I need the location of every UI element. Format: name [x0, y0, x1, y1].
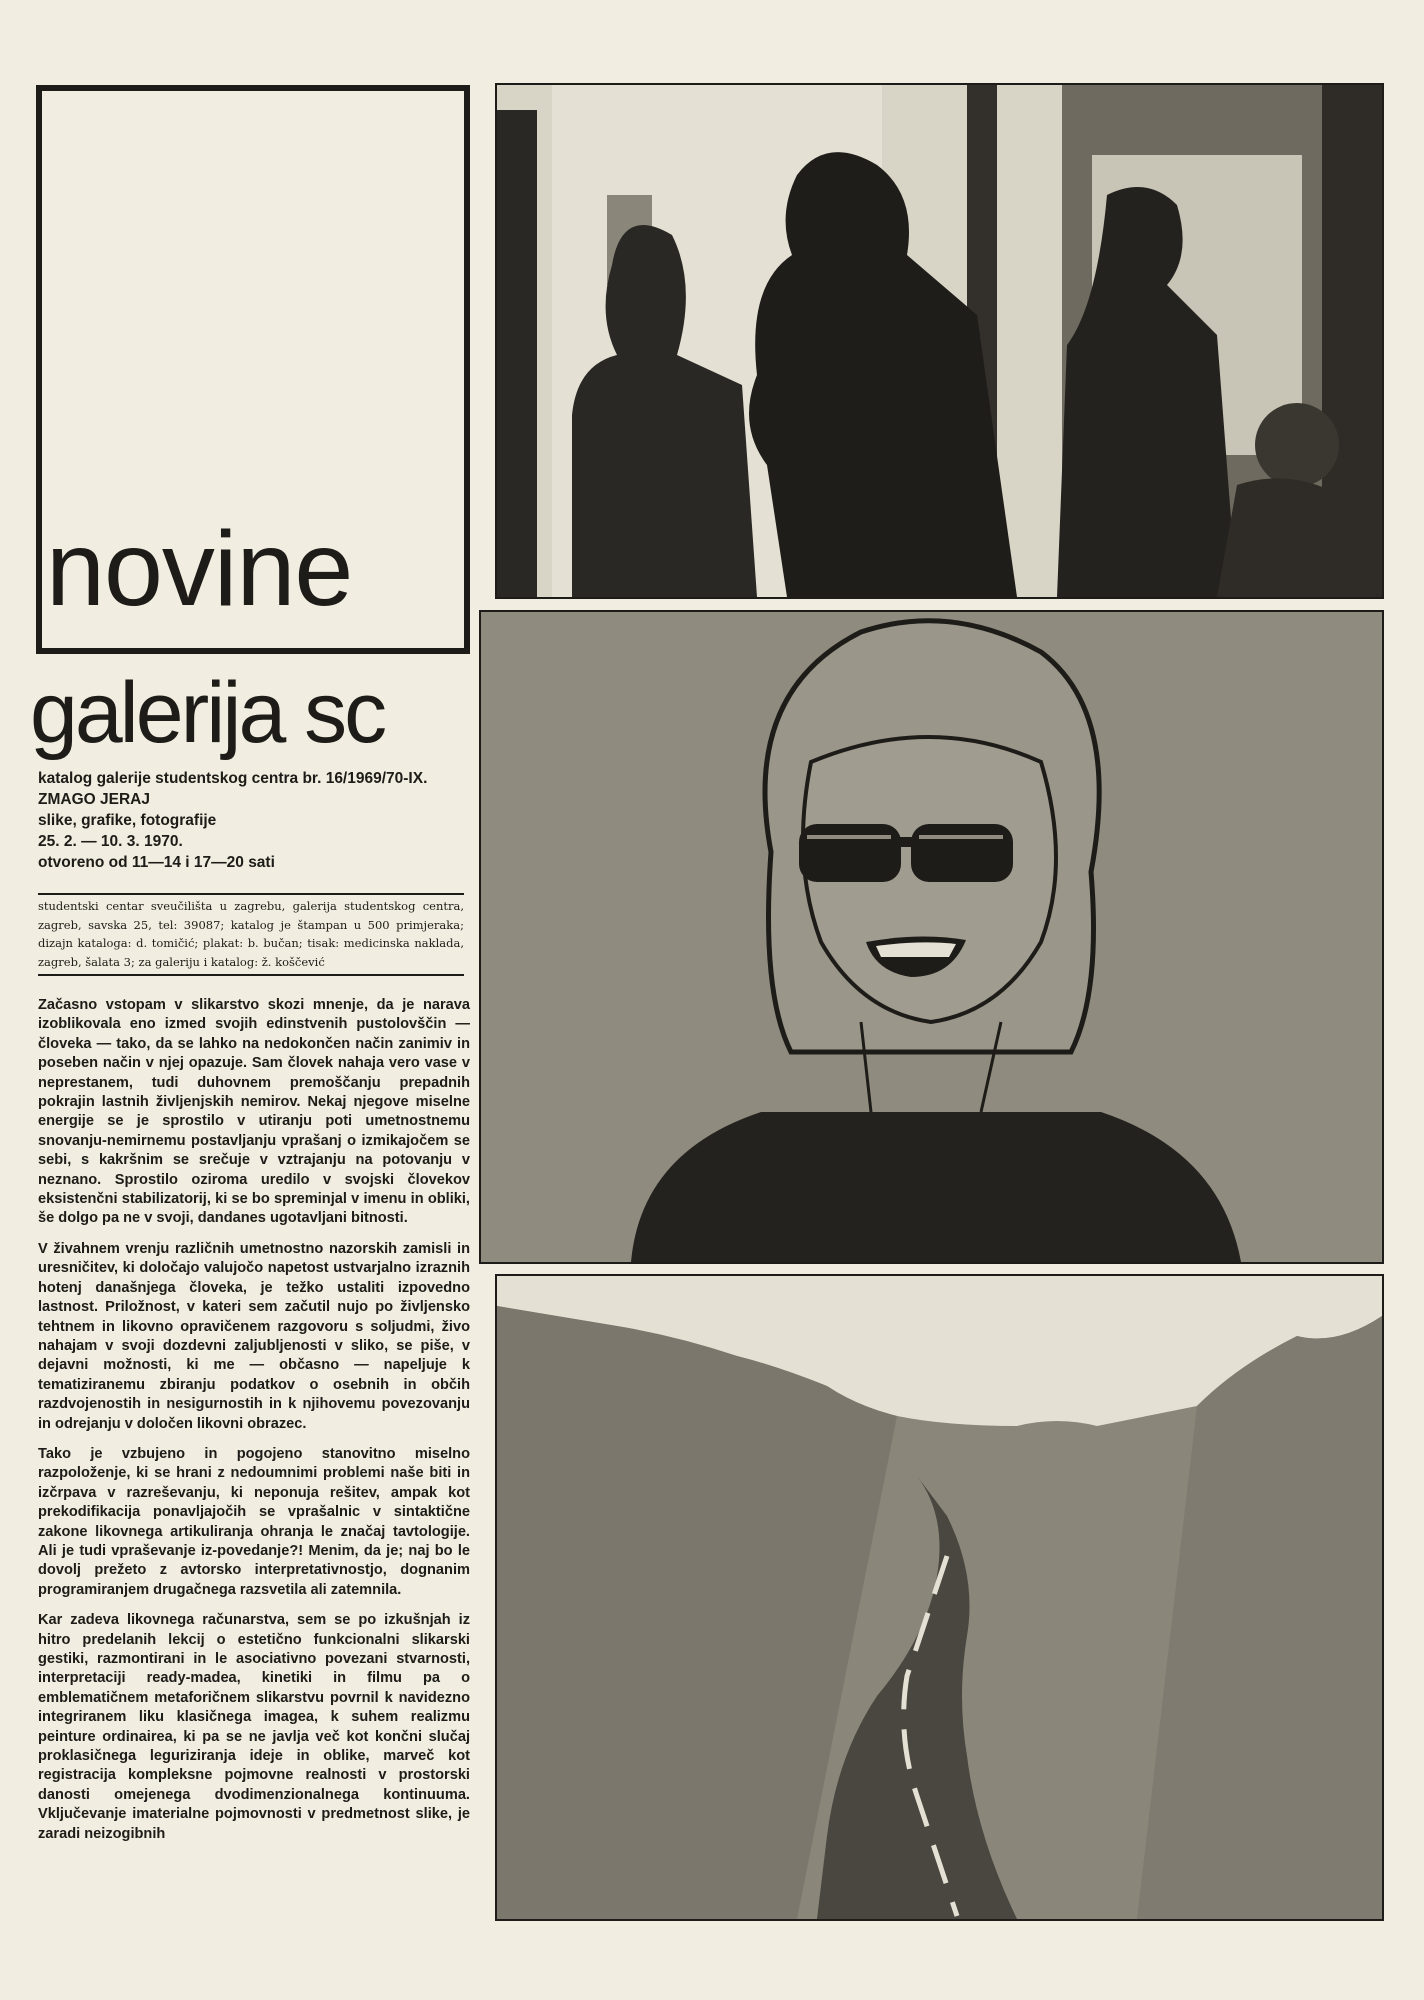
artist-name: ZMAGO JERAJ [38, 791, 150, 808]
credits-block: studentski centar sveučilišta u zagrebu, galerija studentskog centra, zagreb, savska 25, tel: 39087; katalog je štampan u 500 primjeraka; dizajn kataloga: d. tomičić; plakat: b. bučan; tisak: medicinska naklada, zagreb, šalata 3; za galeriju i katalog: ž. koščević [38, 893, 464, 976]
catalog-line: katalog galerije studentskog centra br. 16/1969/70-IX. [38, 770, 428, 787]
article-paragraph: Tako je vzbujeno in pogojeno stanovitno miselno razpoloženje, ki se hrani z nedoumnimi problemi naše biti in izčrpava v razreševanju, ki neponuja rešitev, ampak kot prekodifikacija ponavljajočih se vprašalnic v sintaktične zakone likovnega artikuliranja ohranja le značaj tavtologije. Ali je tudi vpraševanje iz-povedanje?! Menim, da je; naj bo le dovolj prežeto z avtorsko interpretativnostjo, dognanim programiranjem drugačnega razsvetila ali zatemnila. [38, 1445, 470, 1598]
opening-hours: otvoreno od 11—14 i 17—20 sati [38, 854, 275, 871]
exhibition-dates: 25. 2. — 10. 3. 1970. [38, 833, 183, 850]
sunglasses-woman-painting [479, 610, 1384, 1264]
mountain-road-illustration [497, 1276, 1382, 1919]
masthead-title: novine [46, 510, 353, 628]
catalog-info [38, 768, 468, 873]
article-body [38, 996, 470, 1855]
article-paragraph: Kar zadeva likovnega računarstva, sem se po izkušnjah iz hitro predelanih lekcij o estetično funkcionalni slikarski gestiki, razmontirani in le asociativno povezani stvarnosti, interpretaciji ready-madea, kinetiki in filmu pa o emblematičnem metaforičnem slikarstvu povrnil k navidezno integriranem liku klasičnega imagea, k suhem realizmu peinture ordinairea, ki pa se ne javlja več kot končni slučaj proklasičnega leguriziranja ideje in oblike, marveč kot registracija kompleksne pojmovne realnosti v prostorski danosti omejenega dvodimenzionalnega kontinuuma. Vključevanje imaterialne pojmovnosti v predmetnost slike, je zaradi neizogibnih [38, 1612, 470, 1842]
gallery-visitors-photo [495, 83, 1384, 599]
sunglasses-woman-illustration [481, 612, 1382, 1262]
gallery-visitors-illustration [497, 85, 1382, 597]
article-paragraph: V živahnem vrenju različnih umetnostno nazorskih zamisli in uresničitev, ki določajo valujočo napetost ustvarjalno izraznih hotenj današnjega človeka, je težko ustaliti izpovedno lastnost. Priložnost, v kateri sem začutil nujo po življensko tehtnem in likovno opravičenem razgovoru s soljudmi, živo nahajam v svoji dozdevni zaljubljenosti v sliko, se piše, v dejavni možnosti, ki me — občasno — napeljuje k tematiziranemu zbiranju podatkov o osebnih in občih razdvojenostih in nesigurnostih in k njihovemu povezovanju in odrejanju v določen likovni obrazec. [38, 1240, 470, 1432]
masthead-subtitle: galerija sc [30, 665, 385, 761]
mountain-road-painting [495, 1274, 1384, 1921]
article-paragraph: Začasno vstopam v slikarstvo skozi mnenje, da je narava izoblikovala eno izmed svojih edinstvenih pustolovščin — človeka — tako, da se lahko na nedokončen način zanimiv in poseben način v njej opazuje. Sam človek nahaja vero vase v neprestanem, tudi duhovnem premoščanju prepadnih pokrajin lastnih življenjskih nemirov. Nekaj njegove miselne energije se je sprostilo v utiranju poti umetnostnemu snovanju-nemirnemu postavljanju vprašanj o izmikajočem se sebi, s kakršnim se srečuje v vztrajanju na potovanju v neznano. Sprostilo oziroma uredilo v svojski človekov eksistenčni stabilizatorij, ki se bo spreminjal v imenu in obliki, še dolgo pa ne v svoji, dandanes ugotavljani bitnosti. [38, 997, 470, 1227]
catalog-media: slike, grafike, fotografije [38, 812, 217, 829]
